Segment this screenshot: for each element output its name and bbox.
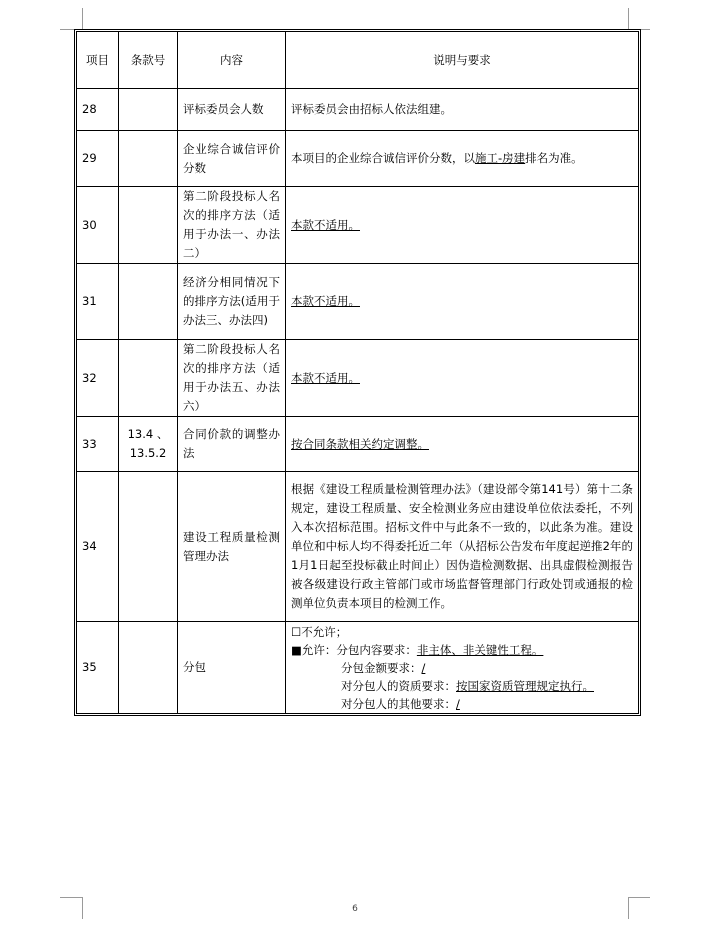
- allowed-option: [291, 641, 633, 659]
- other-value: /: [456, 696, 460, 711]
- crop-mark: [60, 897, 82, 898]
- desc-text: 本项目的企业综合诚信评价分数，以: [291, 151, 475, 165]
- row-desc: [286, 264, 639, 340]
- row-index: 30: [77, 187, 119, 264]
- table-row: [77, 89, 639, 131]
- desc-text: 排名为准。: [525, 151, 583, 165]
- desc-underlined: 本款不适用。: [291, 370, 360, 385]
- row-clause: [119, 131, 178, 187]
- row-index: 32: [77, 340, 119, 417]
- header-item: 项目: [77, 32, 119, 89]
- amount-value: /: [421, 660, 426, 675]
- row-index: 35: [77, 622, 119, 714]
- row-content: 合同价款的调整办法: [178, 417, 286, 472]
- table-row: [77, 622, 639, 714]
- row-content: 评标委员会人数: [178, 89, 286, 131]
- other-label: 对分包人的其他要求：: [341, 696, 456, 711]
- row-clause: [119, 187, 178, 264]
- row-content: 第二阶段投标人名次的排序方法（适用于办法一、办法二）: [178, 187, 286, 264]
- row-index: 29: [77, 131, 119, 187]
- row-content: 建设工程质量检测管理办法: [178, 472, 286, 622]
- row-clause: [119, 264, 178, 340]
- row-index: 34: [77, 472, 119, 622]
- amount-requirement: [291, 659, 633, 677]
- qual-label: 对分包人的资质要求：: [341, 678, 456, 693]
- row-content: 第二阶段投标人名次的排序方法（适用于办法五、办法六）: [178, 340, 286, 417]
- header-content: 内容: [178, 32, 286, 89]
- desc-underlined: 施工-房建: [475, 151, 526, 165]
- table-row: [77, 131, 639, 187]
- table-row: [77, 340, 639, 417]
- qualification-requirement: [291, 677, 633, 695]
- row-clause: [119, 622, 178, 714]
- row-desc: 根据《建设工程质量检测管理办法》（建设部令第141号）第十二条规定，建设工程质量、安全检测业务应由建设单位依法委托，不列入本次招标范围。招标文件中与此条不一致的，以此条为准。建设单位和中标人均不得委托近二年（从招标公告发布年度起逆推2年的1月1日起至投标截止时间止）因伪造检测数据、出具虚假检测报告被各级建设行政主管部门或市场监督管理部门行政处罚或通报的检测单位负责本项目的检测工作。: [286, 472, 639, 622]
- table-row: [77, 264, 639, 340]
- row-desc: [286, 131, 639, 187]
- header-desc: 说明与要求: [286, 32, 639, 89]
- row-content: 经济分相同情况下的排序方法(适用于办法三、办法四): [178, 264, 286, 340]
- row-clause: [119, 89, 178, 131]
- crop-mark: [60, 29, 82, 30]
- desc-underlined: 本款不适用。: [291, 294, 360, 308]
- header-clause: 条款号: [119, 32, 178, 89]
- row-clause: [119, 472, 178, 622]
- row-index: 33: [77, 417, 119, 472]
- crop-mark: [82, 8, 83, 30]
- row-index: 31: [77, 264, 119, 340]
- crop-mark: [628, 897, 650, 898]
- row-clause: [119, 340, 178, 417]
- subcontract-desc: [286, 622, 639, 714]
- table-row: [77, 417, 639, 472]
- amount-label: 分包金额要求：: [341, 660, 422, 675]
- table-header-row: [77, 32, 639, 89]
- crop-mark: [628, 29, 650, 30]
- checked-box-icon: ■: [291, 642, 302, 657]
- not-allowed-option: ☐不允许；: [291, 624, 348, 639]
- table-row: [77, 472, 639, 622]
- row-desc: [286, 417, 639, 472]
- row-desc: [286, 340, 639, 417]
- row-desc: 评标委员会由招标人依法组建。: [286, 89, 639, 131]
- qual-value: 按国家资质管理规定执行。: [456, 678, 594, 693]
- allowed-value: 非主体、非关键性工程。: [416, 642, 544, 657]
- page-number: 6: [352, 904, 358, 914]
- desc-underlined: 按合同条款相关约定调整。: [291, 436, 429, 451]
- row-content: 分包: [178, 622, 286, 714]
- allowed-label: 允许：分包内容要求：: [301, 642, 417, 657]
- row-content: 企业综合诚信评价分数: [178, 131, 286, 187]
- crop-mark: [628, 8, 629, 30]
- row-desc: [286, 187, 639, 264]
- bid-data-table: [76, 31, 639, 714]
- row-clause: 13.4 、13.5.2: [119, 417, 178, 472]
- other-requirement: [291, 695, 633, 713]
- desc-underlined: 本款不适用。: [291, 217, 360, 232]
- row-index: 28: [77, 89, 119, 131]
- table-row: [77, 187, 639, 264]
